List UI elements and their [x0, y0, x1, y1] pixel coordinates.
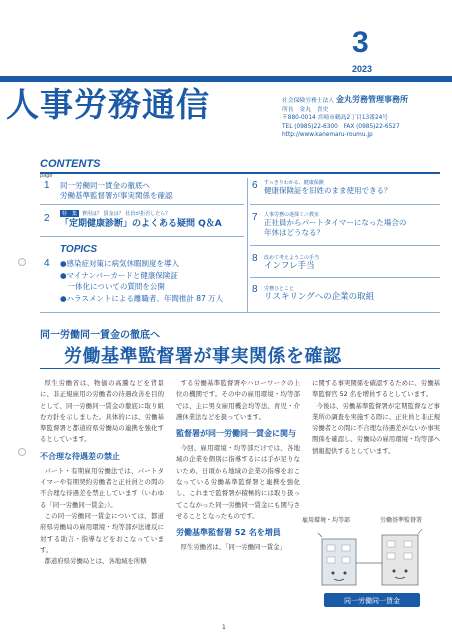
- page-number: 1: [222, 624, 226, 631]
- newsletter-title: 人事労務通信: [6, 85, 210, 124]
- office-info: [282, 96, 450, 140]
- illus-banner: 同一労働同一賃金: [344, 597, 400, 605]
- toc-line: 正社員からパートタイマーになった場合の: [264, 218, 407, 227]
- toc-divider: [250, 277, 440, 278]
- article-title: 労働基準監督署が事実関係を確認: [64, 346, 342, 367]
- paragraph: 都道府県労働局とは、各地域を所轄: [44, 557, 147, 566]
- header-bar: [0, 76, 452, 82]
- toc-line: 同一労働同一賃金の徹底へ: [60, 181, 150, 190]
- toc-subtitle: 改めて考えようこの手当: [264, 255, 320, 261]
- section-heading: 不合理な待遇差の禁止: [40, 451, 120, 461]
- toc-page: 8: [252, 253, 258, 264]
- toc-page: 2: [44, 213, 50, 224]
- toc-page: 6: [252, 180, 258, 191]
- contents-divider: [247, 178, 248, 312]
- toc-entry-8a[interactable]: インフレ手当: [264, 261, 315, 271]
- illus-right-label: 労働基準監督署: [380, 517, 423, 524]
- toc-page: 8: [252, 284, 258, 295]
- toc-divider: [40, 236, 244, 237]
- toc-subtitle: 費用は？ 賃金は？ 社員が拒否したら？: [82, 211, 171, 217]
- toc-divider: [250, 204, 440, 205]
- section-heading: 監督署が同一労働同一賃金に関与: [176, 429, 296, 439]
- topics-heading: TOPICS: [60, 244, 98, 255]
- toc-subtitle: すっきりわかる、健康保険: [264, 180, 324, 186]
- building-right-icon: [382, 529, 422, 585]
- topics-list[interactable]: [60, 258, 223, 304]
- office-address: 〒880-0014 宮崎市鶴島2丁目13番24号: [282, 115, 389, 122]
- paragraph: 厚生労働省は、「同一労働同一賃金」: [180, 543, 286, 552]
- building-left-icon: [318, 533, 356, 585]
- toc-page: 4: [44, 258, 50, 269]
- paragraph: 今後は、労働基準監督署が定期監督など事業所の調査を実施する際に、正社員と非正規労働者との間に不合理な待遇差がないか事実関係を確認し、労働局の雇用環境・均等部へ情報提供するとしています。: [312, 401, 440, 455]
- office-role: 社会保険労務士法人: [282, 98, 335, 104]
- toc-divider: [40, 204, 244, 205]
- article-column-1: [40, 378, 164, 567]
- punch-hole: [18, 258, 26, 266]
- toc-line: 労働基準監督署が事実関係を確認: [60, 191, 173, 200]
- contents-page-label: page: [40, 173, 53, 179]
- toc-sub: [60, 210, 170, 217]
- punch-hole: [18, 448, 26, 456]
- toc-subtitle: 労務ひとこと: [264, 286, 295, 292]
- article-column-3: [312, 378, 440, 457]
- feature-badge: 特 集: [62, 211, 78, 217]
- illustration: [300, 513, 440, 613]
- issue-number: 3: [352, 26, 369, 59]
- office-rep: 所長 金丸 喜史: [282, 106, 329, 113]
- toc-entry-7[interactable]: [264, 218, 406, 238]
- contents-rule: [40, 172, 440, 174]
- office-url[interactable]: http://www.kanemaru-roumu.jp: [282, 132, 373, 139]
- article-column-2: [176, 378, 300, 554]
- toc-entry-8b[interactable]: リスキリングへの企業の取組: [264, 292, 375, 302]
- paragraph: 厚生労働省は、物価の高騰などを背景に、非正規雇用の労働者の待遇改善を目的として、同一労働同一賃金の徹底に取り組む方針を示しました。具体的には、労働基準監督署と都道府県労働局の連携を強化するとしています。: [40, 379, 164, 444]
- toc-divider: [250, 245, 440, 246]
- contents-bottom-rule: [40, 312, 440, 313]
- paragraph: パート・有期雇用労働法では、パートタイマーや有期契約労働者と正社員との間の不合理な待遇差を禁止しています（いわゆる「同一労働同一賃金」）。: [40, 466, 164, 509]
- section-heading: 労働基準監督署 52 名を増員: [176, 528, 281, 538]
- issue-year: 2023: [352, 64, 373, 74]
- office-name: 金丸労務管理事務所: [336, 95, 409, 104]
- paragraph: に関する事実関係を確認するために、労働基準監督官 52 名を増員するとしています。: [312, 379, 440, 399]
- toc-page: 7: [252, 212, 258, 223]
- article-rule: [40, 368, 440, 369]
- topic-item: 一体化についての質問を公開: [60, 282, 165, 291]
- contents-heading: CONTENTS: [40, 158, 101, 170]
- illus-left-label: 雇用環境・均等部: [302, 517, 351, 524]
- toc-entry-1[interactable]: [60, 181, 173, 201]
- paragraph: この同一労働同一賃金については、都道府県労働局の雇用環境・均等部が法違反に対する助言・指導などをおこなっています。: [40, 511, 164, 554]
- article-kicker: 同一労働同一賃金の徹底へ: [40, 330, 160, 341]
- paragraph: 今回、雇用環境・均等部だけでは、各地域の企業を個別に指導するには手が足りないため、日頃から地域の企業の指導をおこなっている労働基準監督署と連携を強化し、これまで監督署が積極的には取り扱ってこなかった同一労働同一賃金にも関与させることとなったものです。: [176, 444, 300, 520]
- office-tel-fax: TEL (0985)22-6300 FAX (0985)22-6527: [282, 123, 400, 130]
- toc-entry-6[interactable]: 健康保険証を旧姓のまま使用できる？: [264, 186, 392, 195]
- topic-item: ●マイナンバーカードと健康保険証: [60, 270, 178, 280]
- toc-page: 1: [44, 180, 50, 191]
- toc-subtitle: 人事労務の迷探ミニ教室: [264, 212, 320, 218]
- toc-line: 年休はどうなる？: [264, 228, 324, 237]
- topic-item: ●ハラスメントによる離職者、年間推計 87 万人: [60, 293, 224, 303]
- toc-entry-2[interactable]: 「定期健康診断」のよくある疑問 Q＆A: [60, 219, 222, 229]
- paragraph: する労働基準監督署やハローワークの上位の機関です。その中の雇用環境・均等部では、主に男女雇用機会均等法、育児・介護休業法などを扱っています。: [176, 379, 300, 421]
- topic-item: ●感染症対策に病気休暇制度を導入: [60, 259, 180, 268]
